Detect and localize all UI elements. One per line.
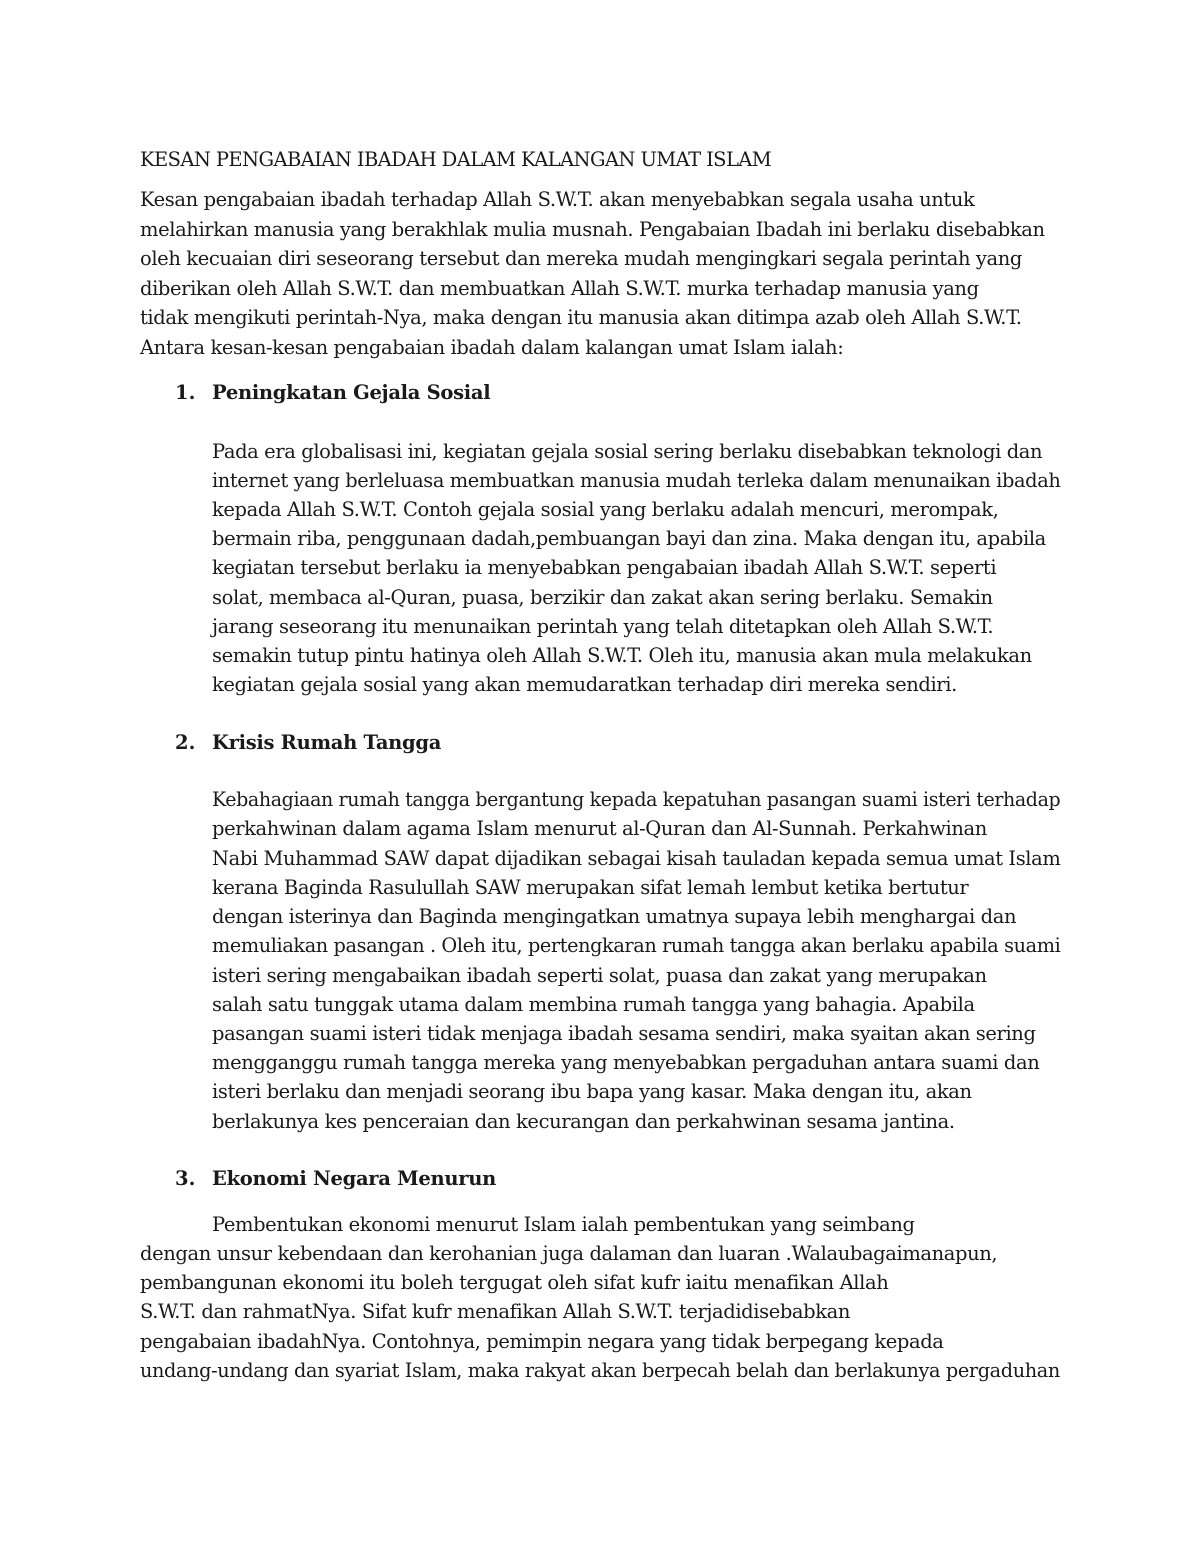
section-heading: Peningkatan Gejala Sosial (212, 381, 491, 404)
section-heading: Ekonomi Negara Menurun (212, 1167, 496, 1190)
paragraph-line: undang-undang dan syariat Islam, maka rakyat akan berpecah belah dan berlakunya pergaduhan (140, 1359, 1060, 1382)
page-title: KESAN PENGABAIAN IBADAH DALAM KALANGAN UMAT ISLAM (140, 148, 772, 171)
paragraph-line: Nabi Muhammad SAW dapat dijadikan sebagai kisah tauladan kepada semua umat Islam (212, 847, 1061, 870)
paragraph-line: melahirkan manusia yang berakhlak mulia musnah. Pengabaian Ibadah ini berlaku disebabkan (140, 218, 1045, 241)
paragraph-line: kegiatan gejala sosial yang akan memudaratkan terhadap diri mereka sendiri. (212, 673, 957, 696)
paragraph-line: oleh kecuaian diri seseorang tersebut dan mereka mudah mengingkari segala perintah yang (140, 247, 1022, 270)
paragraph-line: semakin tutup pintu hatinya oleh Allah S.W.T. Oleh itu, manusia akan mula melakukan (212, 644, 1032, 667)
paragraph-line: S.W.T. dan rahmatNya. Sifat kufr menafikan Allah S.W.T. terjadidisebabkan (140, 1300, 851, 1323)
paragraph-line: Pada era globalisasi ini, kegiatan gejala sosial sering berlaku disebabkan teknologi dan (212, 440, 1043, 463)
paragraph-line: berlakunya kes penceraian dan kecurangan dan perkahwinan sesama jantina. (212, 1110, 955, 1133)
paragraph-line: diberikan oleh Allah S.W.T. dan membuatkan Allah S.W.T. murka terhadap manusia yang (140, 277, 979, 300)
paragraph-line: tidak mengikuti perintah-Nya, maka dengan itu manusia akan ditimpa azab oleh Allah S.W.T. (140, 306, 1022, 329)
paragraph-line: bermain riba, penggunaan dadah,pembuangan bayi dan zina. Maka dengan itu, apabila (212, 527, 1046, 550)
paragraph-line: Kesan pengabaian ibadah terhadap Allah S.W.T. akan menyebabkan segala usaha untuk (140, 188, 975, 211)
paragraph-line: isteri berlaku dan menjadi seorang ibu bapa yang kasar. Maka dengan itu, akan (212, 1080, 972, 1103)
paragraph-line: dengan isterinya dan Baginda mengingatkan umatnya supaya lebih menghargai dan (212, 905, 1017, 928)
section-number: 2. (175, 731, 196, 754)
paragraph-line: solat, membaca al-Quran, puasa, berzikir dan zakat akan sering berlaku. Semakin (212, 586, 993, 609)
paragraph-line: pengabaian ibadahNya. Contohnya, pemimpin negara yang tidak berpegang kepada (140, 1330, 944, 1353)
paragraph-line: kegiatan tersebut berlaku ia menyebabkan pengabaian ibadah Allah S.W.T. seperti (212, 556, 997, 579)
paragraph-line: dengan unsur kebendaan dan kerohanian juga dalaman dan luaran .Walaubagaimanapun, (140, 1242, 998, 1265)
section-number: 3. (175, 1167, 196, 1190)
paragraph-line: isteri sering mengabaikan ibadah seperti solat, puasa dan zakat yang merupakan (212, 964, 987, 987)
paragraph-line: kepada Allah S.W.T. Contoh gejala sosial yang berlaku adalah mencuri, merompak, (212, 498, 999, 521)
paragraph-line: Kebahagiaan rumah tangga bergantung kepada kepatuhan pasangan suami isteri terhadap (212, 788, 1061, 811)
paragraph-line: Antara kesan-kesan pengabaian ibadah dalam kalangan umat Islam ialah: (140, 336, 844, 359)
paragraph-line: salah satu tunggak utama dalam membina rumah tangga yang bahagia. Apabila (212, 993, 975, 1016)
paragraph-line: Pembentukan ekonomi menurut Islam ialah pembentukan yang seimbang (212, 1213, 915, 1236)
paragraph-line: kerana Baginda Rasulullah SAW merupakan sifat lemah lembut ketika bertutur (212, 876, 969, 899)
paragraph-line: pasangan suami isteri tidak menjaga ibadah sesama sendiri, maka syaitan akan sering (212, 1022, 1036, 1045)
paragraph-line: pembangunan ekonomi itu boleh tergugat oleh sifat kufr iaitu menafikan Allah (140, 1271, 889, 1294)
section-number: 1. (175, 381, 196, 404)
paragraph-line: jarang seseorang itu menunaikan perintah yang telah ditetapkan oleh Allah S.W.T. (212, 615, 994, 638)
paragraph-line: memuliakan pasangan . Oleh itu, pertengkaran rumah tangga akan berlaku apabila suami (212, 934, 1061, 957)
paragraph-line: mengganggu rumah tangga mereka yang menyebabkan pergaduhan antara suami dan (212, 1051, 1040, 1074)
paragraph-line: internet yang berleluasa membuatkan manusia mudah terleka dalam menunaikan ibadah (212, 469, 1061, 492)
section-heading: Krisis Rumah Tangga (212, 731, 442, 754)
paragraph-line: perkahwinan dalam agama Islam menurut al-Quran dan Al-Sunnah. Perkahwinan (212, 817, 987, 840)
